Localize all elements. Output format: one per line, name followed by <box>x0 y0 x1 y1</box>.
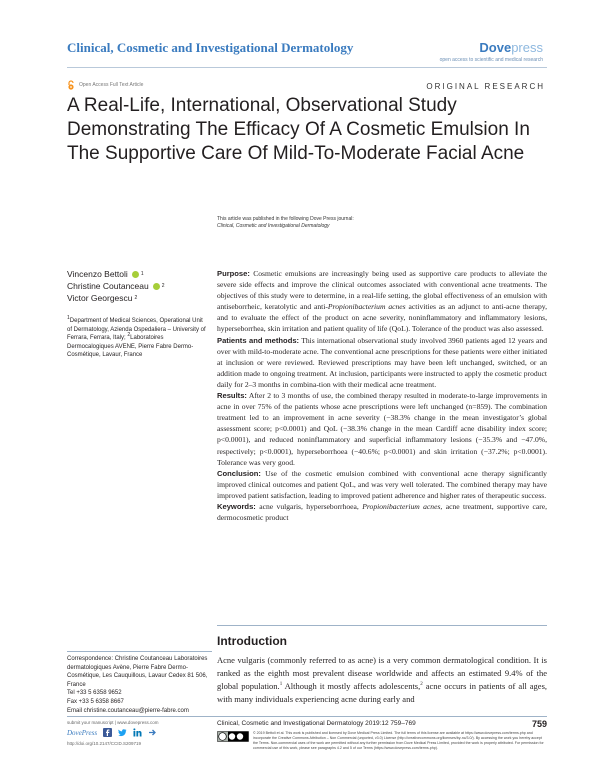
abstract-conclusion: Conclusion: Use of the cosmetic emulsion combined with conventional acne therapy significantly improved clinical outcomes and patient QoL, and was very well tolerated. The combined therapy may have improved patient satisfaction, leading to improved patient adherence and higher rates of therapeutic success. <box>217 468 547 500</box>
open-access-label <box>67 80 143 90</box>
doi-link[interactable]: http://doi.org/10.2147/CCID.S209719 <box>67 741 142 746</box>
abstract-keywords: Keywords: acne vulgaris, hyperseborrhoea, Propionibacterium acnes, acne treatment, supportive care, dermocosmetic product <box>217 501 547 523</box>
publisher-tagline: open access to scientific and medical research <box>439 57 543 63</box>
abstract-methods: Patients and methods: This international observational study involved 3960 patients aged 12 years and over with mild-to-moderate acne. The conventional acne prescriptions for these patients were either initiated at inclusion or were reviewed. Reviewed prescriptions may have been left unchanged, switched, or an addition made to ongoing treatment. At inclusion, participants were instructed to apply the cosmetic product daily for 2–3 months in combina-tion with their medical acne treatment. <box>217 335 547 389</box>
abstract-purpose: Purpose: Cosmetic emulsions are increasingly being used as supportive care products to alleviate the severe side effects and improve the clinical outcomes associated with conventional acne treatments. The objectives of this study were to determine, in a real-life setting, the global effectiveness of an emulsion with antiseborrheic, keratolytic and anti-Propionibacterium acnes activities as an adjunct to anti-acne therapy, and to evaluate the effect of the product on acne severity, noninflammatory and inflammatory lesions, hyperseborrhea, skin irritation and patient quality of life (QoL). Tolerance of the product was also assessed. <box>217 269 547 334</box>
author: Christine Coutanceau 2 <box>67 281 165 291</box>
dovepress-link[interactable]: DovePress <box>67 728 98 737</box>
author: Victor Georgescu 2 <box>67 293 138 303</box>
abstract <box>217 268 547 523</box>
orcid-icon[interactable] <box>153 283 160 290</box>
introduction-text: Acne vulgaris (commonly referred to as acne) is a very common dermatological condition. It is ranked as the eighth most prevalent disease worldwide and affects an estimated 9.4% of the global population.$^1$ Although it mostly affects adolescents,$^2$ acne occurs in patients of all ages, with many individuals experiencing acne during early and <box>217 655 548 704</box>
article-title: A Real-Life, International, Observational Study Demonstrating The Efficacy Of A Cosmetic Emulsion In The Supportive Care Of Mild-To-Moderate Facial Acne <box>67 95 530 164</box>
facebook-icon[interactable] <box>103 728 112 737</box>
affiliations: $^1$Department of Medical Sciences, Operational Unit of Dermatology, Azienda Ospedaliera – University of Ferrara, Ferrara, Italy; $^2$Laboratoires Dermocalogiques AVENE, Pierre Fabre Dermo-Cosmétique, Lavaur, France <box>67 315 206 358</box>
open-lock-icon <box>67 80 75 90</box>
introduction-heading: Introduction <box>217 634 287 648</box>
journal-title[interactable]: Clinical, Cosmetic and Investigational Dermatology <box>67 40 354 55</box>
twitter-icon[interactable] <box>118 728 127 737</box>
abstract-results: Results: After 2 to 3 months of use, the combined therapy resulted in moderate-to-large improvements in acne in over 75% of the patients whose acne prescriptions were left unchanged (n=859). The combination treatment led to an improvement in acne severity (−38.3% change in the mean investigator’s global assessment score; p<0.0001) and QoL (−38.3% change in the mean Cardiff acne disability index score; p<0.0001), and reduced noninflammatory and superficial inflammatory lesions (−35.3% and −47.0%, respectively; p<0.0001), hyperseborrhoea (−40.6%; p<0.0001) and skin irritation (−37.2%; p<0.0001). Tolerance was very good. <box>217 391 548 467</box>
footer-divider <box>67 716 547 717</box>
header-divider <box>67 67 547 68</box>
social-bar <box>67 728 157 737</box>
author: Vincenzo Bettoli 1 <box>67 269 144 279</box>
publication-journal[interactable]: Clinical, Cosmetic and Investigational Dermatology <box>217 223 330 229</box>
citation: Clinical, Cosmetic and Investigational Dermatology 2019:12 759–769 <box>217 720 416 727</box>
correspondence-divider <box>67 651 212 652</box>
publication-note: This article was published in the following Dove Press journal: Clinical, Cosmetic and Investigational Dermatology <box>217 216 547 230</box>
linkedin-icon[interactable] <box>133 728 142 737</box>
author-list <box>67 268 212 304</box>
page-number: 759 <box>531 719 547 729</box>
cc-by-nc-icon[interactable] <box>217 731 249 742</box>
section-label: ORIGINAL RESEARCH <box>426 82 545 91</box>
submit-manuscript-link[interactable]: submit your manuscript | www.dovepress.com <box>67 720 159 725</box>
abstract-divider <box>217 625 547 626</box>
license-block <box>217 731 547 751</box>
correspondence-email[interactable]: Email christine.coutanceau@pierre-fabre.com <box>67 707 189 714</box>
open-access-text: Open Access Full Text Article <box>79 82 144 88</box>
license-text: © 2019 Bettoli et al. This work is published and licensed by Dove Medical Press Limited. The full terms of this license are available at https://www.dovepress.com/terms.php and incorporate the Creative Commons Attribution – Non Commercial (unported, v3.0) License (http://creativecommons.org/licenses/by-nc/3.0/). By accessing the work you hereby accept the Terms. Non-commercial uses of the work are permitted without any further permission from Dove Medical Press Limited, provided the work is properly attributed. For permission for commercial use of this work, please see paragraphs 4.2 and 5 of our Terms (https://www.dovepress.com/terms.php). <box>253 731 544 750</box>
publisher-name: Dovepress <box>479 40 543 55</box>
publisher-logo[interactable] <box>440 40 543 63</box>
correspondence: Correspondence: Christine Coutanceau Laboratoires dermatologiques Avène, Pierre Fabre Dermo-Cosmétique, Les Cauquillous, Lavaur Cedex 81 506, France Tel +33 5 6358 9652 Fax +33 5 6358 8667 Email christine.coutanceau@pierre-fabre.com <box>67 655 212 715</box>
orcid-icon[interactable] <box>132 271 139 278</box>
arrow-right-icon[interactable] <box>148 728 157 737</box>
